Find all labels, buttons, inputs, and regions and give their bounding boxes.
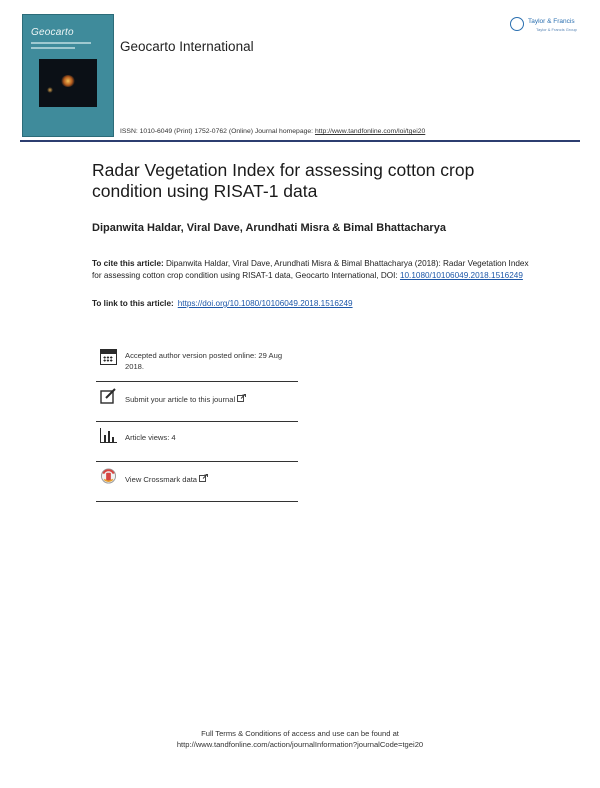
submit-article-row[interactable] — [96, 388, 296, 418]
journal-cover — [22, 14, 114, 137]
article-authors: Dipanwita Haldar, Viral Dave, Arundhati Misra & Bimal Bhattacharya — [92, 222, 446, 234]
info-divider — [96, 461, 298, 462]
article-title: Radar Vegetation Index for assessing cotton crop condition using RISAT-1 data — [92, 160, 475, 201]
submit-article-link[interactable] — [125, 394, 246, 406]
cover-image — [39, 59, 97, 107]
external-link-icon — [237, 394, 246, 402]
article-views-row — [96, 428, 296, 458]
calendar-grid — [103, 356, 113, 362]
citation-label: To cite this article: — [92, 259, 164, 268]
citation-doi-link[interactable]: 10.1080/10106049.2018.1516249 — [399, 270, 523, 280]
journal-title[interactable]: Geocarto International — [120, 39, 254, 54]
edit-icon — [100, 388, 117, 404]
info-divider — [96, 421, 298, 422]
cover-title: Geocarto — [31, 27, 74, 38]
accepted-version-row — [96, 348, 296, 384]
terms-line: Full Terms & Conditions of access and use can be found at — [201, 729, 399, 738]
publisher-tagline: Taylor & Francis Group — [536, 27, 577, 32]
issn-text: ISSN: 1010-6049 (Print) 1752-0762 (Online) Journal homepage: — [120, 128, 315, 135]
header-divider — [20, 140, 580, 142]
cover-image-glow — [61, 75, 75, 87]
crossmark-link[interactable] — [125, 474, 208, 486]
article-views-text: Article views: 4 — [125, 433, 176, 442]
terms-link[interactable]: http://www.tandfonline.com/action/journalInformation?journalCode=tgei20 — [176, 740, 424, 749]
terms-footer — [0, 728, 600, 750]
article-doi-link[interactable]: https://doi.org/10.1080/10106049.2018.1516249 — [177, 299, 353, 308]
accepted-version-text: Accepted author version posted online: 29 Aug 2018. — [125, 351, 283, 371]
external-link-icon — [199, 474, 208, 482]
article-link-line — [92, 299, 353, 308]
cover-subtitle-line-2 — [31, 47, 75, 49]
publisher-mark-icon — [510, 17, 524, 31]
submit-article-text: Submit your article to this journal — [125, 395, 236, 404]
citation-text: Dipanwita Haldar, Viral Dave, Arundhati Misra & Bimal Bhattacharya (2018): Radar Vegetation Index for assessing cotton crop condition using RISAT-1 data, Geocarto International, DOI: — [92, 259, 529, 280]
calendar-header — [101, 350, 116, 354]
journal-homepage-link[interactable]: http://www.tandfonline.com/loi/tgei20 — [314, 128, 426, 135]
bar-chart-icon — [100, 428, 117, 443]
info-divider — [96, 501, 298, 502]
publisher-name: Taylor & Francis — [528, 18, 575, 25]
cover-image-glow-small — [47, 87, 53, 93]
issn-line — [120, 128, 425, 135]
cover-subtitle-line — [31, 42, 91, 44]
crossmark-text: View Crossmark data — [125, 475, 198, 484]
citation-block — [92, 258, 532, 281]
crossmark-row[interactable] — [96, 468, 296, 498]
article-link-label: To link to this article: — [92, 299, 174, 308]
info-divider — [96, 381, 298, 382]
publisher-logo[interactable] — [510, 17, 582, 35]
calendar-icon — [100, 349, 117, 365]
crossmark-icon — [100, 468, 117, 484]
